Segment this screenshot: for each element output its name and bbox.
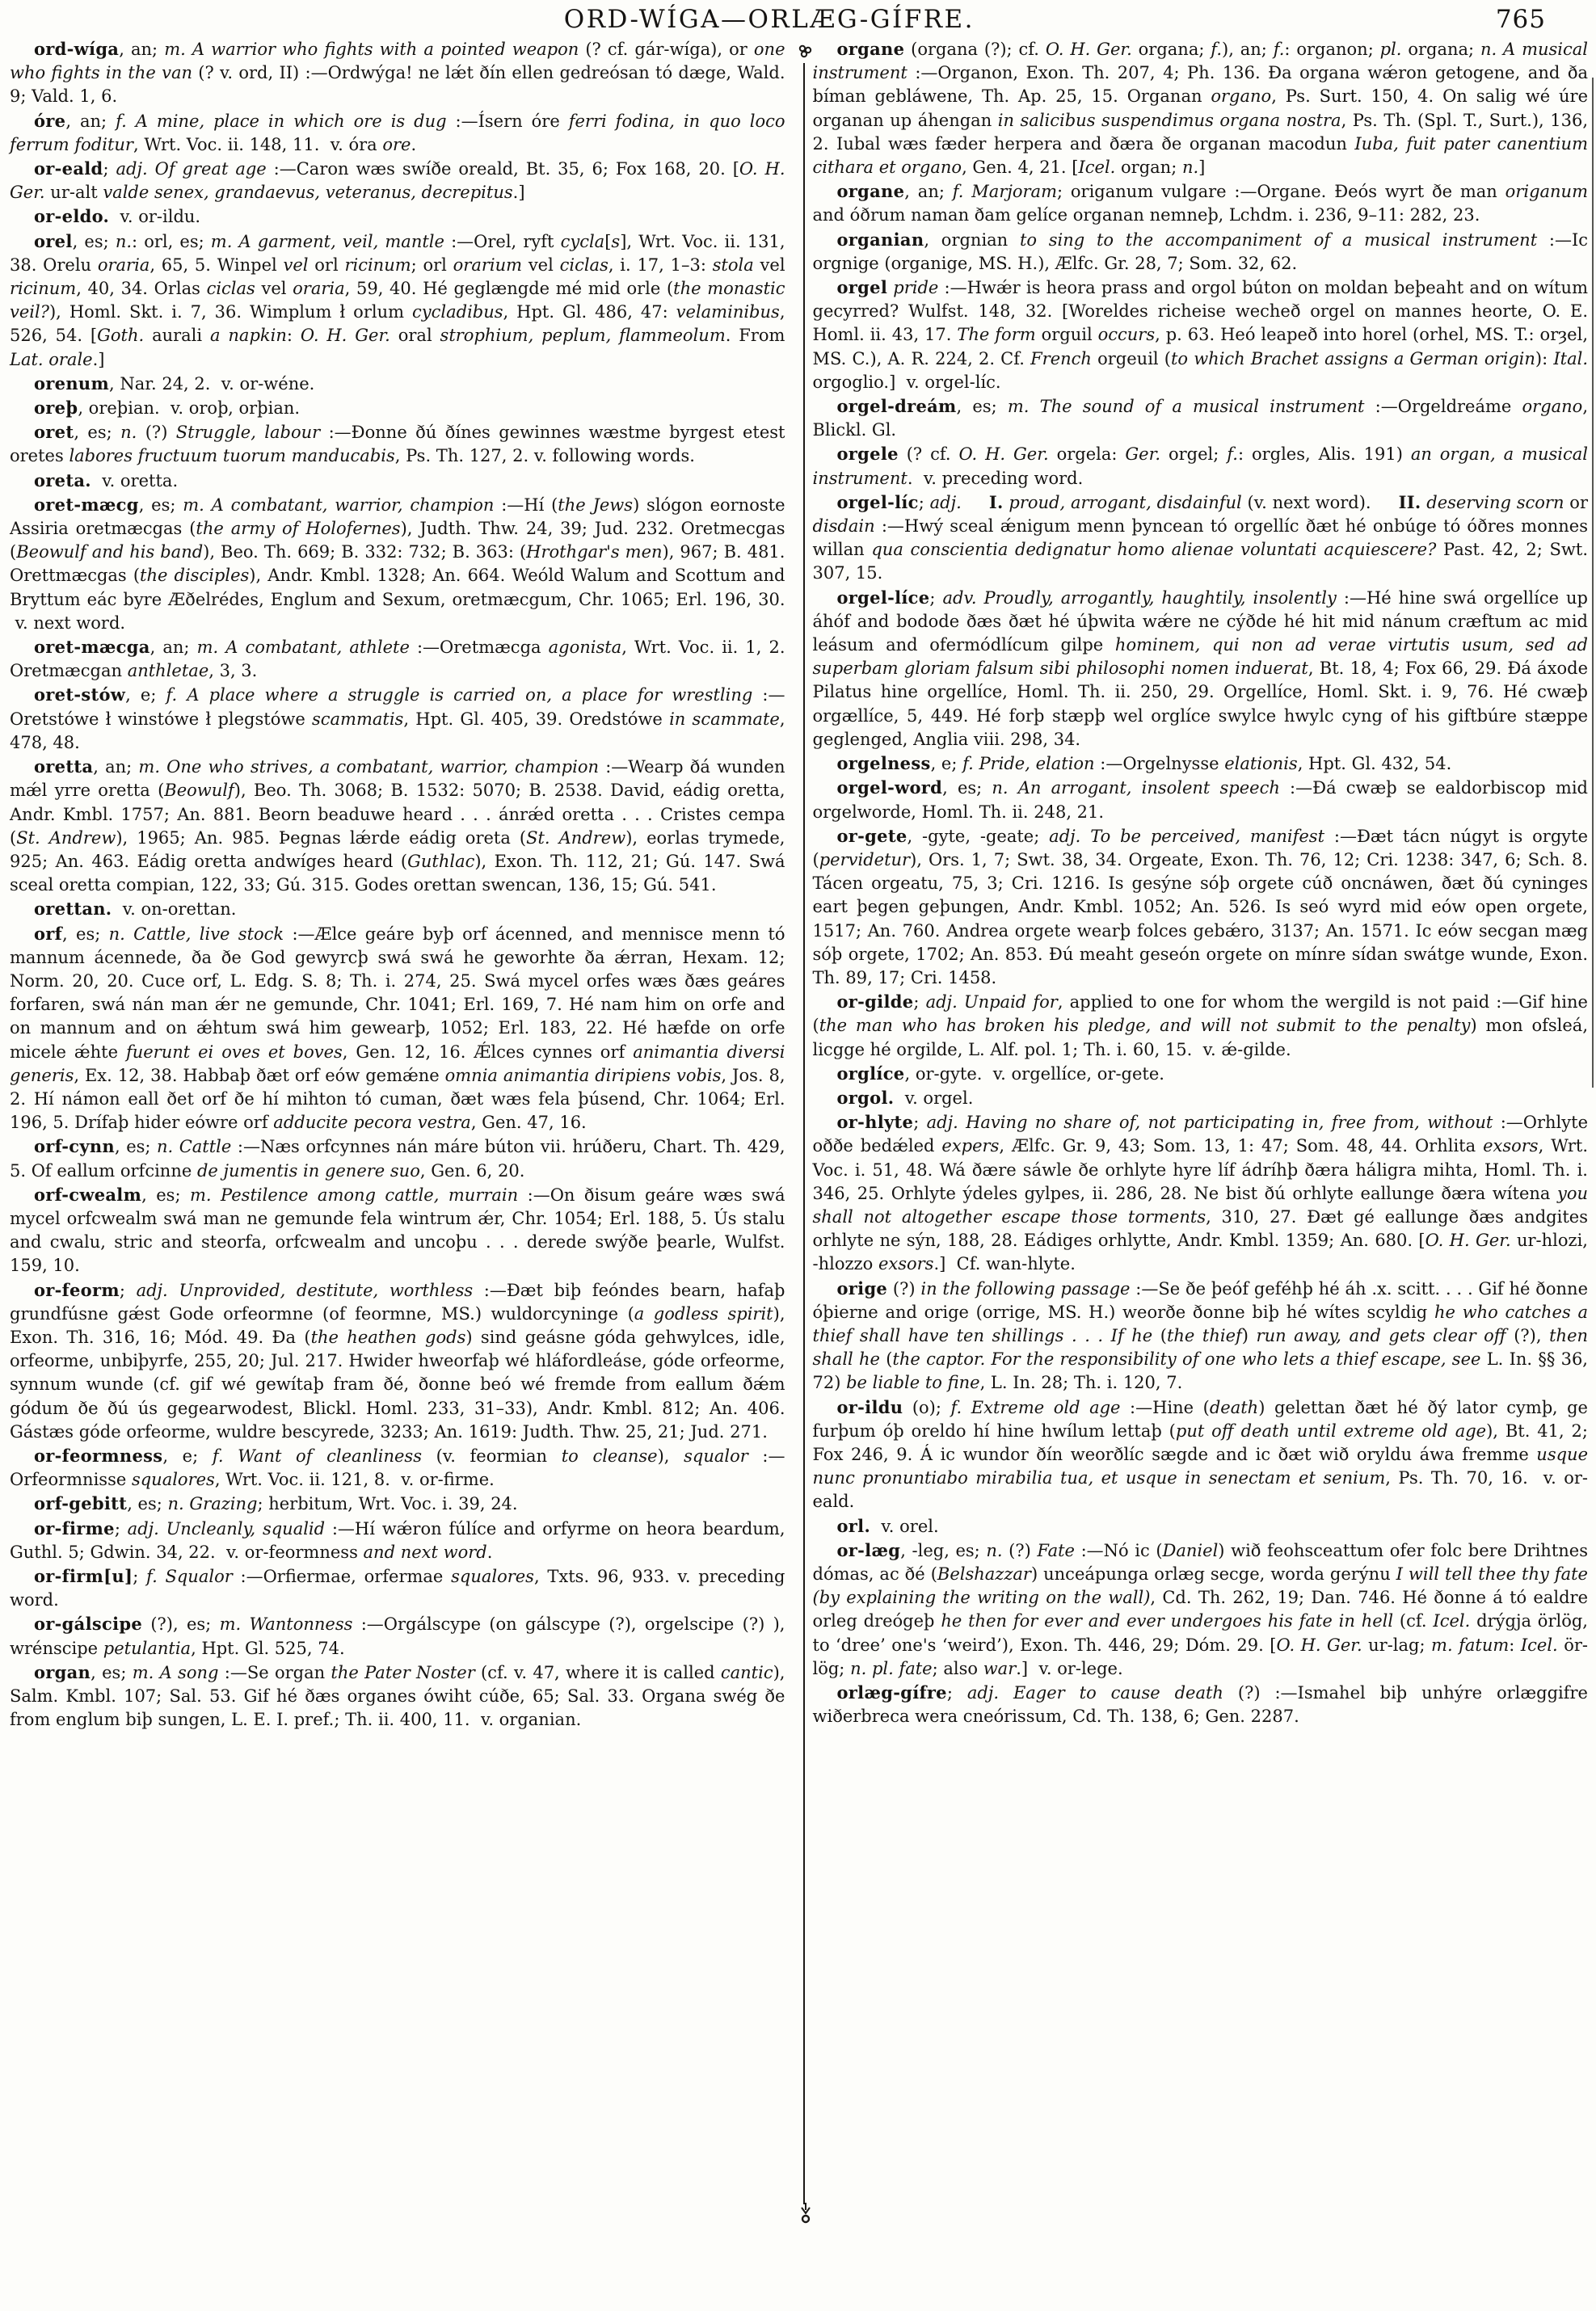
text-columns [10, 37, 1588, 1732]
dictionary-entry: orf, es; n. Cattle, live stock :—Ælce geáre byþ orf ácenned, and mennisce menn tó mannum ácennede, ða ðe God gewyrcþ swá swá he geworhte ða ǽrran, Hexam. 12; Norm. 20, 20. Cuce orf, L. Edg. S. 8; Th. i. 274, 25. Swá mycel orfes wæs ðæs geáres forfaren, swá nán man ǽr ne gemunde, Chr. 1041; Erl. 169, 7. Hé nam him on orfe and on mannum and on ǽhtum swá him gewearþ, 1052; Erl. 183, 22. Hé hæfde on orfe micele ǽhte fuerunt ei oves et boves, Gen. 12, 16. Ǽlces cynnes orf animantia diversi generis, Ex. 12, 38. Habbaþ ðæt orf eów gemǽne omnia animantia diripiens vobis, Jos. 8, 2. Hí námon eall ðet orf ðe hí mihton tó cuman, ðæt wæs fela þúsend, Chr. 1064; Erl. 196, 5. Drífaþ hider eówre orf adducite pecora vestra, Gen. 47, 16. [10, 923, 785, 1133]
dictionary-entry: orlæg-gífre; adj. Eager to cause death (?) :—Ismahel biþ unhýre orlæggifre wiðerbreca wera cneórissum, Cd. Th. 138, 6; Gen. 2287. [812, 1682, 1588, 1727]
page-number: 765 [1495, 5, 1546, 34]
dictionary-entry: orgol. v. orgel. [836, 1087, 974, 1108]
dictionary-entry: or-eald; adj. Of great age :—Caron wæs swíðe oreald, Bt. 35, 6; Fox 168, 20. [O. H. Ger. ur-alt valde senex, grandaevus, veteranus, decrepitus.] [10, 158, 785, 203]
dictionary-entry: or-gete, -gyte, -geate; adj. To be perceived, manifest :—Ðæt tácn núgyt is orgyte (pervidetur), Ors. 1, 7; Swt. 38, 34. Orgeate, Exon. Th. 76, 12; Cri. 1238: 347, 6; Sch. 8. Tácen orgeatu, 75, 3; Cri. 1216. Is gesýne sóþ orgete cúð oncnáwen, ðæt ðú cyninges eart þegen geþungen, Andr. Kmbl. 1052; An. 526. Is seó wyrd mid eów open orgete, 1517; An. 760. Andrea orgete wearþ folces gebǽro, 3137; An. 1571. Ic eów secgan mæg sóþ orgete, 1702; An. 853. Ðú meaht geseón orgete on mínre sídan swátge wunde, Exon. Th. 89, 17; Cri. 1458. [812, 825, 1588, 987]
dictionary-entry: orgelness, e; f. Pride, elation :—Orgelnysse elationis, Hpt. Gl. 432, 54. [836, 753, 1452, 774]
dictionary-entry: organe (organa (?); cf. O. H. Ger. organa; f.), an; f.: organon; pl. organa; n. A musical instrument :—Organon, Exon. Th. 207, 4; Ph. 136. Ða organa wǽron getogene, and ða bíman gebláwene, Th. Ap. 25, 15. Organan organo, Ps. Surt. 150, 4. On salig wé úre organan up áhengan in salicibus suspendimus organa nostra, Ps. Th. (Spl. T., Surt.), 136, 2. Iubal wæs fæder herpera and ðæra ðe organan macodun Iuba, fuit pater canentium cithara et organo, Gen. 4, 21. [Icel. organ; n.] [812, 39, 1589, 178]
dictionary-entry: orettan. v. on-orettan. [34, 899, 237, 920]
dictionary-entry: or-hlyte; adj. Having no share of, not participating in, free from, without :—Orhlyte oððe bedǽled expers, Ælfc. Gr. 9, 43; Som. 13, 1: 47; Som. 48, 44. Orhlita exsors, Wrt. Voc. i. 51, 48. Wá ðære sáwle ðe orhlyte hyre líf ádríhþ ðæra háligra mihta, Homl. Th. i. 346, 25. Orhlyte ýdeles gylpes, ii. 286, 28. Ne bist ðú orhlyte eallunge ðæra wítena you shall not altogether escape those torments, 310, 27. Ðæt gé eallunge ðæs andgites orhlyte ne sýn, 188, 28. Eádiges orhlytte, Andr. Kmbl. 1359; An. 680. [O. H. Ger. ur-hlozi, -hlozzo exsors.] Cf. wan-hlyte. [812, 1112, 1588, 1274]
dictionary-entry: óre, an; f. A mine, place in which ore is dug :—Ísern óre ferri fodina, in quo loco ferrum foditur, Wrt. Voc. ii. 148, 11. v. óra ore. [10, 110, 785, 154]
dictionary-entry: organe, an; f. Marjoram; origanum vulgare :—Organe. Ðeós wyrt ðe man origanum and óðrum naman ðam gelíce organan nemneþ, Lchdm. i. 236, 9–11: 282, 23. [812, 181, 1588, 225]
dictionary-entry: or-eldo. v. or-ildu. [34, 206, 201, 227]
dictionary-entry: or-feormness, e; f. Want of cleanliness (v. feormian to cleanse), squalor :—Orfeormnisse squalores, Wrt. Voc. ii. 121, 8. v. or-firme. [10, 1445, 785, 1490]
dictionary-entry: orgel-word, es; n. An arrogant, insolent speech :—Ðá cwæþ se ealdorbiscop mid orgelworde, Homl. Th. ii. 248, 21. [812, 777, 1588, 822]
dictionary-entry: oret-stów, e; f. A place where a struggle is carried on, a place for wrestling :—Oretstówe ł winstówe ł plegstówe scammatis, Hpt. Gl. 405, 39. Oredstówe in scammate, 478, 48. [10, 684, 785, 752]
printer-mark-bottom-icon [797, 2203, 815, 2229]
dictionary-entry: orgele (? cf. O. H. Ger. orgela: Ger. orgel; f.: orgles, Alis. 191) an organ, a musical instrument. v. preceding word. [812, 444, 1588, 488]
dictionary-entry: or-ildu (o); f. Extreme old age :—Hine (death) gelettan ðæt hé ðý lator cymþ, ge furþum óþ oreldo hí hine hwílum lettaþ (put off death until extreme old age), Bt. 41, 2; Fox 246, 9. Á ic wundor ðín weorðlíc sægde and ic ðæt wið oryldu áwa fremme usque nunc pronuntiabo mirabilia tua, et usque in senectam et senium, Ps. Th. 70, 16. v. or-eald. [812, 1396, 1588, 1512]
dictionary-entry: oreta. v. oretta. [34, 469, 179, 490]
dictionary-entry: orel, es; n.: orl, es; m. A garment, veil, mantle :—Orel, ryft cycla[s], Wrt. Voc. ii. 131, 38. Orelu oraria, 65, 5. Winpel vel orl ricinum; orl orarium vel ciclas, i. 17, 1–3: stola vel ricinum, 40, 34. Orlas ciclas vel oraria, 59, 40. Hé geglængde mé mid orle (the monastic veil?), Homl. Skt. i. 7, 36. Wimplum ł orlum cycladibus, Hpt. Gl. 486, 47: velaminibus, 526, 54. [Goth. aurali a napkin: O. H. Ger. oral strophium, peplum, flammeolum. From Lat. orale.] [10, 230, 785, 369]
dictionary-entry: or-feorm; adj. Unprovided, destitute, worthless :—Ðæt biþ feóndes bearn, hafaþ grundfúsne gǽst Gode orfeormne (of feormne, MS.) wuldorcyninge (a godless spirit), Exon. Th. 316, 16; Mód. 49. Ða (the heathen gods) sind geásne góda gehwylces, idle, orfeorme, unbiþyrfe, 255, 20; Jul. 217. Hwider hweorfaþ wé hláfordleáse, góde orfeorme, synnum wunde (cf. gif wé gewítaþ fram ðé, ðonne beó wé fremde from eallum ðǽm gódum ðe ðú ús gegearwodest, Blickl. Homl. 233, 31–33), Andr. Kmbl. 812; An. 406. Gástæs góde orfeorme, wuldre bescyrede, 3233; An. 1619: Judth. Thw. 25, 21; Jud. 271. [10, 1279, 785, 1442]
dictionary-entry: orgel pride :—Hwǽr is heora prass and orgol búton on moldan beþeaht and on wítum gecyrred? Wulfst. 148, 32. [Woreldes richeise wecheð orgel on mannes heorte, O. E. Homl. ii. 43, 17. The form orguil occurs, p. 63. Heó leapeð into horel (orhel, MS. T.: orȝel, MS. C.), A. R. 224, 2. Cf. French orgeuil (to which Brachet assigns a German origin): Ital. orgoglio.] v. orgel-líc. [812, 277, 1588, 392]
dictionary-entry: orglíce, or-gyte. v. orgellíce, or-gete. [836, 1063, 1164, 1084]
dictionary-entry: oret, es; n. (?) Struggle, labour :—Ðonne ðú ðínes gewinnes wæstme byrgest etest oretes labores fructuum tuorum manducabis, Ps. Th. 127, 2. v. following words. [10, 422, 785, 466]
dictionary-entry: orf-cwealm, es; m. Pestilence among cattle, murrain :—On ðisum geáre wæs swá mycel orfcwealm swá man ne gemunde fela wintrum ǽr, Chr. 1054; Erl. 188, 5. Ús stalu and cwalu, stric and steorfa, orfcwealm and uncoþu . . . derede swýðe þearle, Wulfst. 159, 10. [10, 1184, 785, 1276]
page-title: ORD-WÍGA—ORLÆG-GÍFRE. [563, 5, 975, 34]
dictionary-entry: orl. v. orel. [836, 1515, 939, 1536]
dictionary-entry: or-firme; adj. Uncleanly, squalid :—Hí wǽron fúlíce and orfyrme on heora beardum, Guthl. 5; Gdwin. 34, 22. v. or-feormness and next word. [10, 1518, 785, 1562]
dictionary-entry: oretta, an; m. One who strives, a combatant, warrior, champion :—Wearp ðá wunden mǽl yrre oretta (Beowulf), Beo. Th. 3068; B. 1532: 5070; B. 2538. David, eádig oretta, Andr. Kmbl. 1757; An. 881. Beorn beaduwe heard . . . ánrǽd oretta . . . Cristes cempa (St. Andrew), 1965; An. 985. Þegnas lǽrde eádig oreta (St. Andrew), eorlas trymede, 925; An. 463. Eádig oretta andwíges heard (Guthlac), Exon. Th. 112, 21; Gú. 147. Swá sceal oretta compian, 122, 33; Gú. 315. Godes orettan swencan, 136, 15; Gú. 541. [10, 756, 785, 895]
dictionary-entry: orf-cynn, es; n. Cattle :—Næs orfcynnes nán máre búton vii. hrúðeru, Chart. Th. 429, 5. Of eallum orfcinne de jumentis in genere suo, Gen. 6, 20. [10, 1136, 785, 1181]
dictionary-entry: orgel-dreám, es; m. The sound of a musical instrument :—Orgeldreáme organo, Blickl. Gl. [812, 396, 1589, 440]
dictionary-entry: ord-wíga, an; m. A warrior who fights with a pointed weapon (? cf. gár-wíga), or one who fights in the van (? v. ord, II) :—Ordwýga! ne lǽt ðín ellen gedreósan tó dæge, Wald. 9; Vald. 1, 6. [10, 39, 785, 107]
dictionary-entry: orgel-líce; adv. Proudly, arrogantly, haughtily, insolently :—Hé hine swá orgellíce up áhóf and bodode ðæs ðæt hé úþwita wǽre ne cýðde hé hit mid nánum cræftum ac mid leásum and ofermódlícum gilpe hominem, qui non ad verae virtutis usum, sed ad superbam gloriam falsum sibi philosophi nomen induerat, Bt. 18, 4; Fox 66, 29. Ðá áxode Pilatus hine orgellíce, Homl. Th. ii. 250, 29. Orgellíce, Homl. Skt. i. 9, 76. Hé cwæþ orgællíce, 5, 449. Hé forþ stæpþ wel orglíce swylce hwylc cyng of his giftbúre stæppe geglenged, Anglia viii. 298, 34. [812, 587, 1588, 749]
dictionary-entry: or-læg, -leg, es; n. (?) Fate :—Nó ic (Daniel) wið feohsceattum ofer folc bere Drihtnes dómas, ac ðé (Belshazzar) unceápunga orlæg secge, worda gerýnu I will tell thee thy fate (by explaining the writing on the wall), Cd. Th. 262, 19; Dan. 746. Hé ðonne á tó ealdre orleg dreógeþ he then for ever and ever undergoes his fate in hell (cf. Icel. drýgja örlög, to ‘dree’ one's ‘weird’), Exon. Th. 446, 29; Dóm. 29. [O. H. Ger. ur-lag; m. fatum: Icel. ör-lög; n. pl. fate; also war.] v. or-lege. [812, 1539, 1589, 1678]
dictionary-entry: or-firm[u]; f. Squalor :—Orfiermae, orfermae squalores, Txts. 96, 933. v. preceding word. [10, 1566, 785, 1610]
running-head [0, 3, 1596, 36]
right-column [813, 37, 1589, 1732]
dictionary-entry: orgel-líc; adj. I. proud, arrogant, disdainful (v. next word). II. deserving scorn or disdain :—Hwý sceal ǽnigum menn þyncean tó orgellíc ðæt hé onbúge tó óðres monnes willan qua conscientia dedignatur homo alienae voluntati acquiescere? Past. 42, 2; Swt. 307, 15. [812, 491, 1588, 583]
dictionary-entry: orige (?) in the following passage :—Se ðe þeóf geféhþ hé áh .x. scitt. . . . Gif hé ðonne óþierne and orige (orrige, MS. H.) weorðe ðonne biþ hé wítes scyldig he who catches a thief shall have ten shillings . . . If he (the thief) run away, and gets clear off (?), then shall he (the captor. For the responsibility of one who lets a thief escape, see L. In. §§ 36, 72) be liable to fine, L. In. 28; Th. i. 120, 7. [812, 1278, 1589, 1393]
left-column [10, 37, 785, 1732]
dictionary-entry: oreþ, oreþian. v. oroþ, orþian. [34, 398, 301, 419]
dictionary-entry: or-gálscipe (?), es; m. Wantonness :—Orgálscype (on gálscype (?), orgelscipe (?) ), wrénscipe petulantia, Hpt. Gl. 525, 74. [10, 1614, 785, 1658]
scan-edge-artifact [1592, 78, 1594, 1088]
dictionary-entry: organ, es; m. A song :—Se organ the Pater Noster (cf. v. 47, where it is called cantic), Salm. Kmbl. 107; Sal. 53. Gif hé ðæs organes ówiht cúðe, 65; Sal. 33. Organa swég ðe from englum biþ sungen, L. E. I. pref.; Th. ii. 400, 11. v. organian. [10, 1661, 785, 1730]
dictionary-entry: or-gilde; adj. Unpaid for, applied to one for whom the wergild is not paid :—Gif hine (the man who has broken his pledge, and will not submit to the penalty) mon ofsleá, licgge hé orgilde, L. Alf. pol. 1; Th. i. 60, 15. v. ǽ-gilde. [812, 991, 1588, 1059]
dictionary-entry: oret-mæcga, an; m. A combatant, athlete :—Oretmæcga agonista, Wrt. Voc. ii. 1, 2. Oretmæcgan anthletae, 3, 3. [10, 637, 785, 681]
dictionary-entry: orf-gebitt, es; n. Grazing; herbitum, Wrt. Voc. i. 39, 24. [34, 1493, 518, 1514]
dictionary-entry: orenum, Nar. 24, 2. v. or-wéne. [34, 373, 315, 394]
dictionary-entry: organian, orgnian to sing to the accompaniment of a musical instrument :—Ic orgnige (organige, MS. H.), Ælfc. Gr. 28, 7; Som. 32, 62. [812, 229, 1589, 273]
dictionary-entry: oret-mæcg, es; m. A combatant, warrior, champion :—Hí (the Jews) slógon eornoste Assiria oretmæcgas (the army of Holofernes), Judth. Thw. 24, 39; Jud. 232. Oretmecgas (Beowulf and his band), Beo. Th. 669; B. 332: 732; B. 363: (Hrothgar's men), 967; B. 481. Orettmæcgas (the disciples), Andr. Kmbl. 1328; An. 664. Weóld Walum and Scottum and Bryttum eác byre Æðelrédes, Englum and Sexum, oretmæcgum, Chr. 1065; Erl. 196, 30. v. next word. [10, 494, 785, 633]
